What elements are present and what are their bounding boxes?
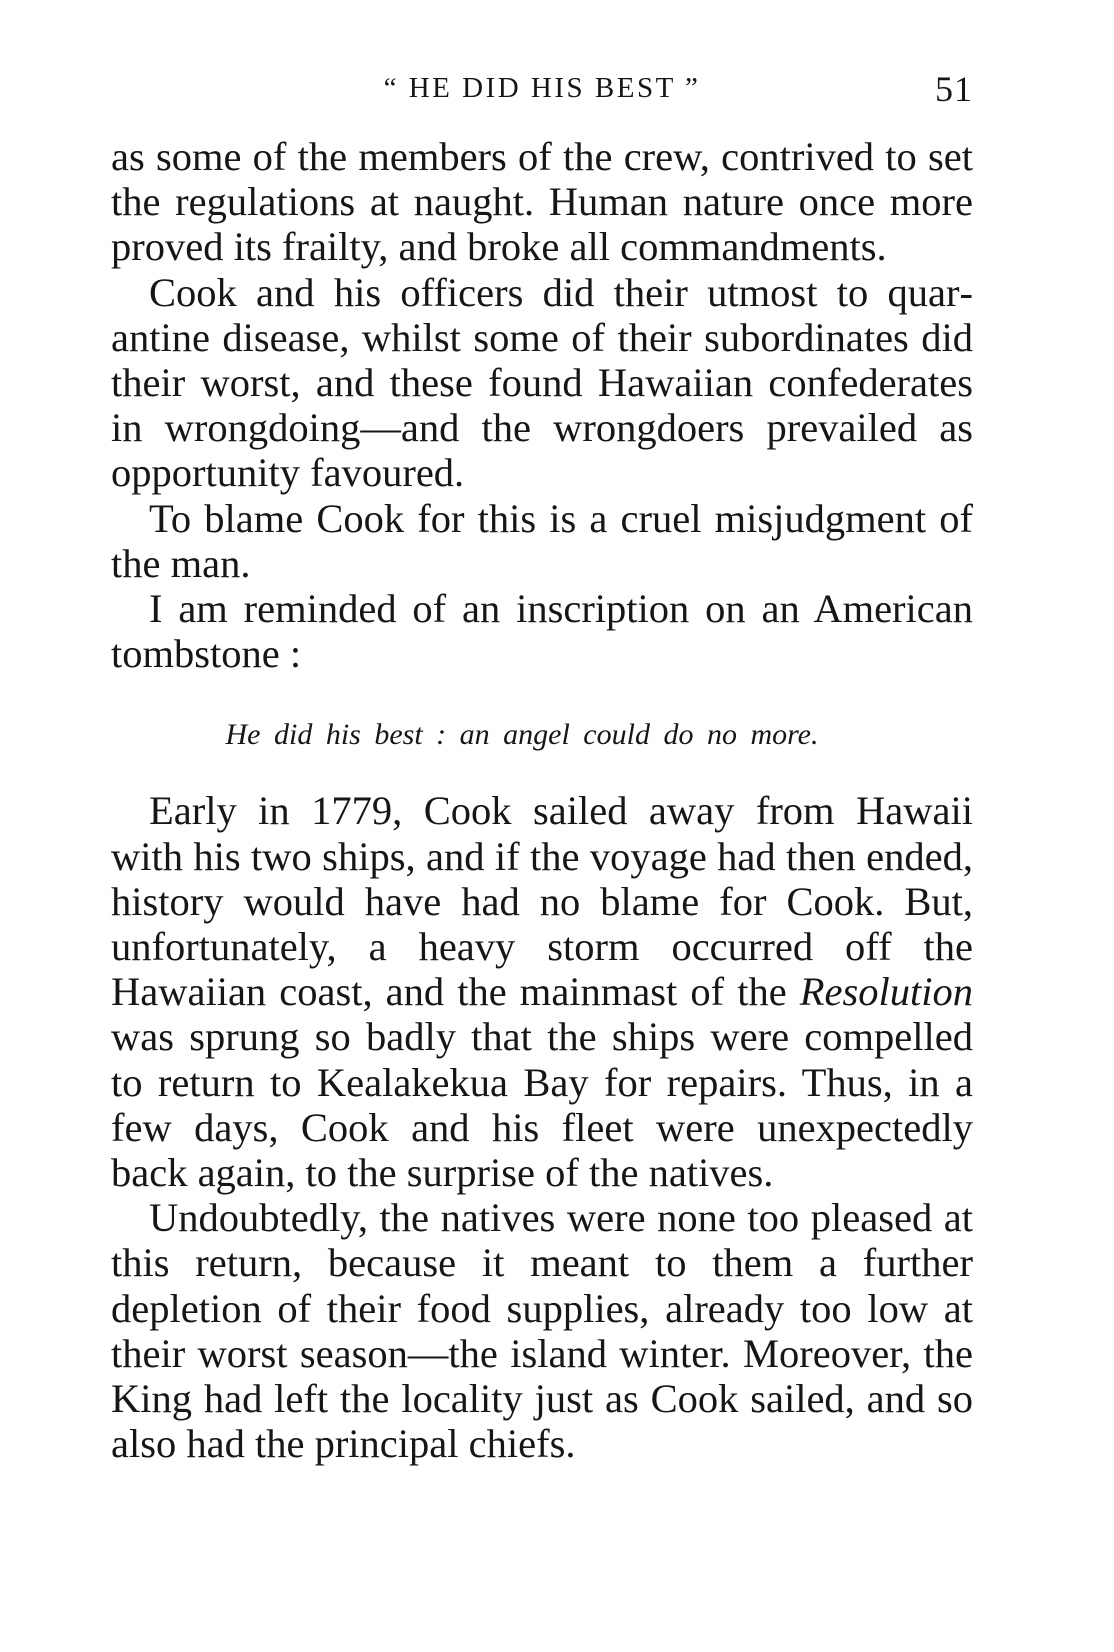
epigraph: He did his best : an angel could do no more. [225, 718, 819, 752]
running-head: “ HE DID HIS BEST ” [383, 72, 701, 104]
paragraph-inscription: I am reminded of an inscription on an American tombstone : [111, 586, 973, 677]
paragraph-departure [111, 788, 973, 1195]
paragraph-continuation: as some of the members of the crew, contrived to set the regulations at naught. Human nature once more proved its frailty, and broke all commandments. [111, 134, 973, 270]
page-header [111, 60, 973, 112]
ship-name-resolution: Resolution [799, 969, 973, 1015]
body-text [111, 134, 973, 1466]
paragraph-departure-part-1: Early in 1779, Cook sailed away from Hawaii with his two ships, and if the voyage had then ended, history would have had no blame for Cook. But, unfortunately, a heavy storm occurred off the Hawaiian coast, and the mainmast of the [111, 788, 973, 1015]
paragraph-blame: To blame Cook for this is a cruel misjudgment of the man. [111, 495, 973, 586]
paragraph-departure-part-2: was sprung so badly that the ships were compelled to return to Kealakekua Bay for repairs. Thus, in a few days, Cook and his fleet were unexpectedly back again, to the surprise of the natives. [111, 1014, 973, 1196]
paragraph-return: Undoubtedly, the natives were none too pleased at this return, because it meant to them a further depletion of their food supplies, already too low at their worst season—the island winter. Moreover, the King had left the locality just as Cook sailed, and so also had the principal chiefs. [111, 1195, 973, 1467]
book-page [111, 60, 973, 1466]
page-number: 51 [935, 69, 973, 109]
paragraph-quarantine: Cook and his officers did their utmost to quarantine disease, whilst some of their subordinates did their worst, and these found Hawaiian confederates in wrongdoing—and the wrongdoers prevailed as opportunity favoured. [111, 269, 973, 496]
